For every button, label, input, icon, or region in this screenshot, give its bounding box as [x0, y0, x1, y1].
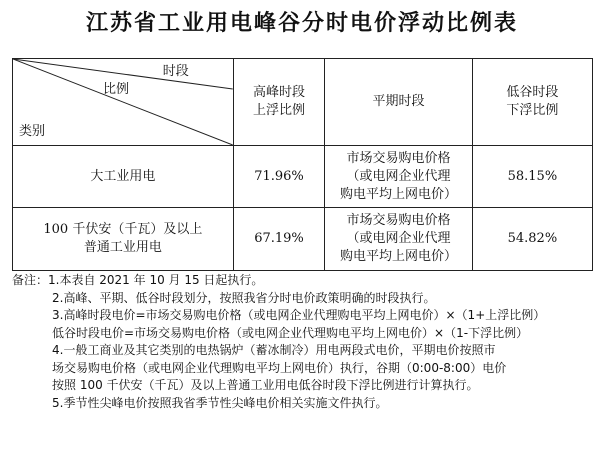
- header-peak: 高峰时段 上浮比例: [233, 59, 325, 146]
- note-line: 2.高峰、平期、低谷时段划分，按照我省分时电价政策明确的时段执行。: [52, 290, 436, 305]
- notes-section: [12, 272, 597, 412]
- diagonal-header-cell: [13, 59, 234, 146]
- row-flat-price: 市场交易购电价格 （或电网企业代理 购电平均上网电价）: [325, 208, 473, 271]
- row-valley-ratio: 54.82%: [472, 208, 592, 271]
- row-peak-ratio: 71.96%: [233, 146, 325, 208]
- price-ratio-table: [12, 58, 593, 271]
- header-flat: 平期时段: [325, 59, 473, 146]
- header-time-period: 时段: [162, 64, 189, 79]
- note-line: 低谷时段电价=市场交易购电价格（或电网企业代理购电平均上网电价）×（1-下浮比例）: [52, 325, 529, 340]
- diagonal-lines: [13, 59, 233, 145]
- note-line: 场交易购电价格（或电网企业代理购电平均上网电价）执行，谷期（0:00-8:00）电价: [52, 360, 507, 375]
- row-category: 大工业用电: [13, 146, 234, 208]
- row-peak-ratio: 67.19%: [233, 208, 325, 271]
- notes-label: 备注：: [12, 273, 49, 287]
- note-line: 5.季节性尖峰电价按照我省季节性尖峰电价相关实施文件执行。: [52, 395, 388, 410]
- table-row: [13, 146, 593, 208]
- document-title: 江苏省工业用电峰谷分时电价浮动比例表: [85, 11, 518, 36]
- table-row: [13, 208, 593, 271]
- header-ratio: 比例: [103, 82, 130, 97]
- row-category: 100 千伏安（千瓦）及以上 普通工业用电: [13, 208, 234, 271]
- note-line: 备注：1.本表自 2021 年 10 月 15 日起执行。: [12, 273, 264, 287]
- header-valley: 低谷时段 下浮比例: [472, 59, 592, 146]
- table-header-row: [13, 59, 593, 146]
- note-line: 4.一般工商业及其它类别的电热锅炉（蓄冰制冷）用电两段式电价，平期电价按照市: [52, 343, 496, 357]
- header-category: 类别: [19, 124, 46, 139]
- note-line: 按照 100 千伏安（千瓦）及以上普通工业用电低谷时段下浮比例进行计算执行。: [52, 378, 479, 392]
- row-flat-price: 市场交易购电价格 （或电网企业代理 购电平均上网电价）: [325, 146, 473, 208]
- row-valley-ratio: 58.15%: [472, 146, 592, 208]
- note-line: 3.高峰时段电价=市场交易购电价格（或电网企业代理购电平均上网电价）×（1+上浮比例）: [52, 308, 546, 322]
